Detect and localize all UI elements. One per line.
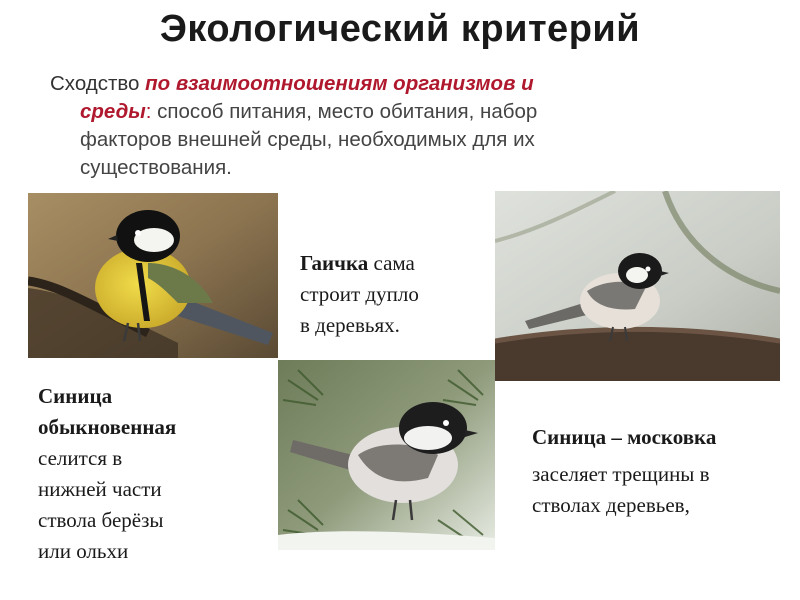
great-tit-photo xyxy=(28,193,278,358)
caption-common-tit-name-2: обыкновенная xyxy=(38,415,177,439)
intro-line-2 xyxy=(50,98,700,126)
coal-tit-cheek xyxy=(626,267,648,283)
willow-tit-eye xyxy=(443,420,449,426)
great-tit-eye xyxy=(135,230,141,236)
intro-lead: Сходство xyxy=(50,72,146,95)
willow-tit-photo xyxy=(278,360,495,550)
caption-coal-tit-name: Синица – московка xyxy=(532,425,717,449)
intro-line-3: факторов внешней среды, необходимых для их xyxy=(80,128,535,151)
caption-coal-tit xyxy=(532,422,792,521)
coal-tit-photo xyxy=(495,191,780,381)
intro-highlight-1: по взаимоотношениям организмов и xyxy=(145,72,534,95)
great-tit-image xyxy=(28,193,278,358)
caption-gaichka-line-1 xyxy=(300,248,480,279)
caption-common-tit-line-3: ствола берёзы xyxy=(38,508,164,532)
intro-line-4: существования. xyxy=(80,156,232,179)
coal-tit-image xyxy=(495,191,780,381)
caption-common-tit-line-2: нижней части xyxy=(38,477,162,501)
caption-gaichka-name: Гаичка xyxy=(300,251,369,275)
willow-tit-image xyxy=(278,360,495,550)
intro-rest-1: способ питания, место обитания, набор xyxy=(151,100,538,123)
slide-title: Экологический критерий xyxy=(159,8,641,50)
caption-common-tit-line-1: селится в xyxy=(38,446,123,470)
coal-tit-eye xyxy=(646,267,651,272)
caption-gaichka-line-2: строит дупло xyxy=(300,282,419,306)
willow-tit-cheek xyxy=(404,426,452,450)
caption-coal-tit-line-2: стволах деревьев, xyxy=(532,493,690,517)
intro-line-1 xyxy=(50,70,700,98)
caption-gaichka-line-1-rest: сама xyxy=(368,251,415,275)
intro-colon: : xyxy=(145,100,152,123)
caption-common-tit xyxy=(38,381,268,567)
caption-common-tit-name-1: Синица xyxy=(38,384,113,408)
intro-paragraph xyxy=(50,70,700,182)
caption-coal-tit-line-1: заселяет трещины в xyxy=(532,462,710,486)
intro-highlight-2: среды xyxy=(80,100,146,123)
caption-gaichka xyxy=(300,248,480,341)
caption-gaichka-line-3: в деревьях. xyxy=(300,313,400,337)
caption-common-tit-line-4: или ольхи xyxy=(38,539,129,563)
